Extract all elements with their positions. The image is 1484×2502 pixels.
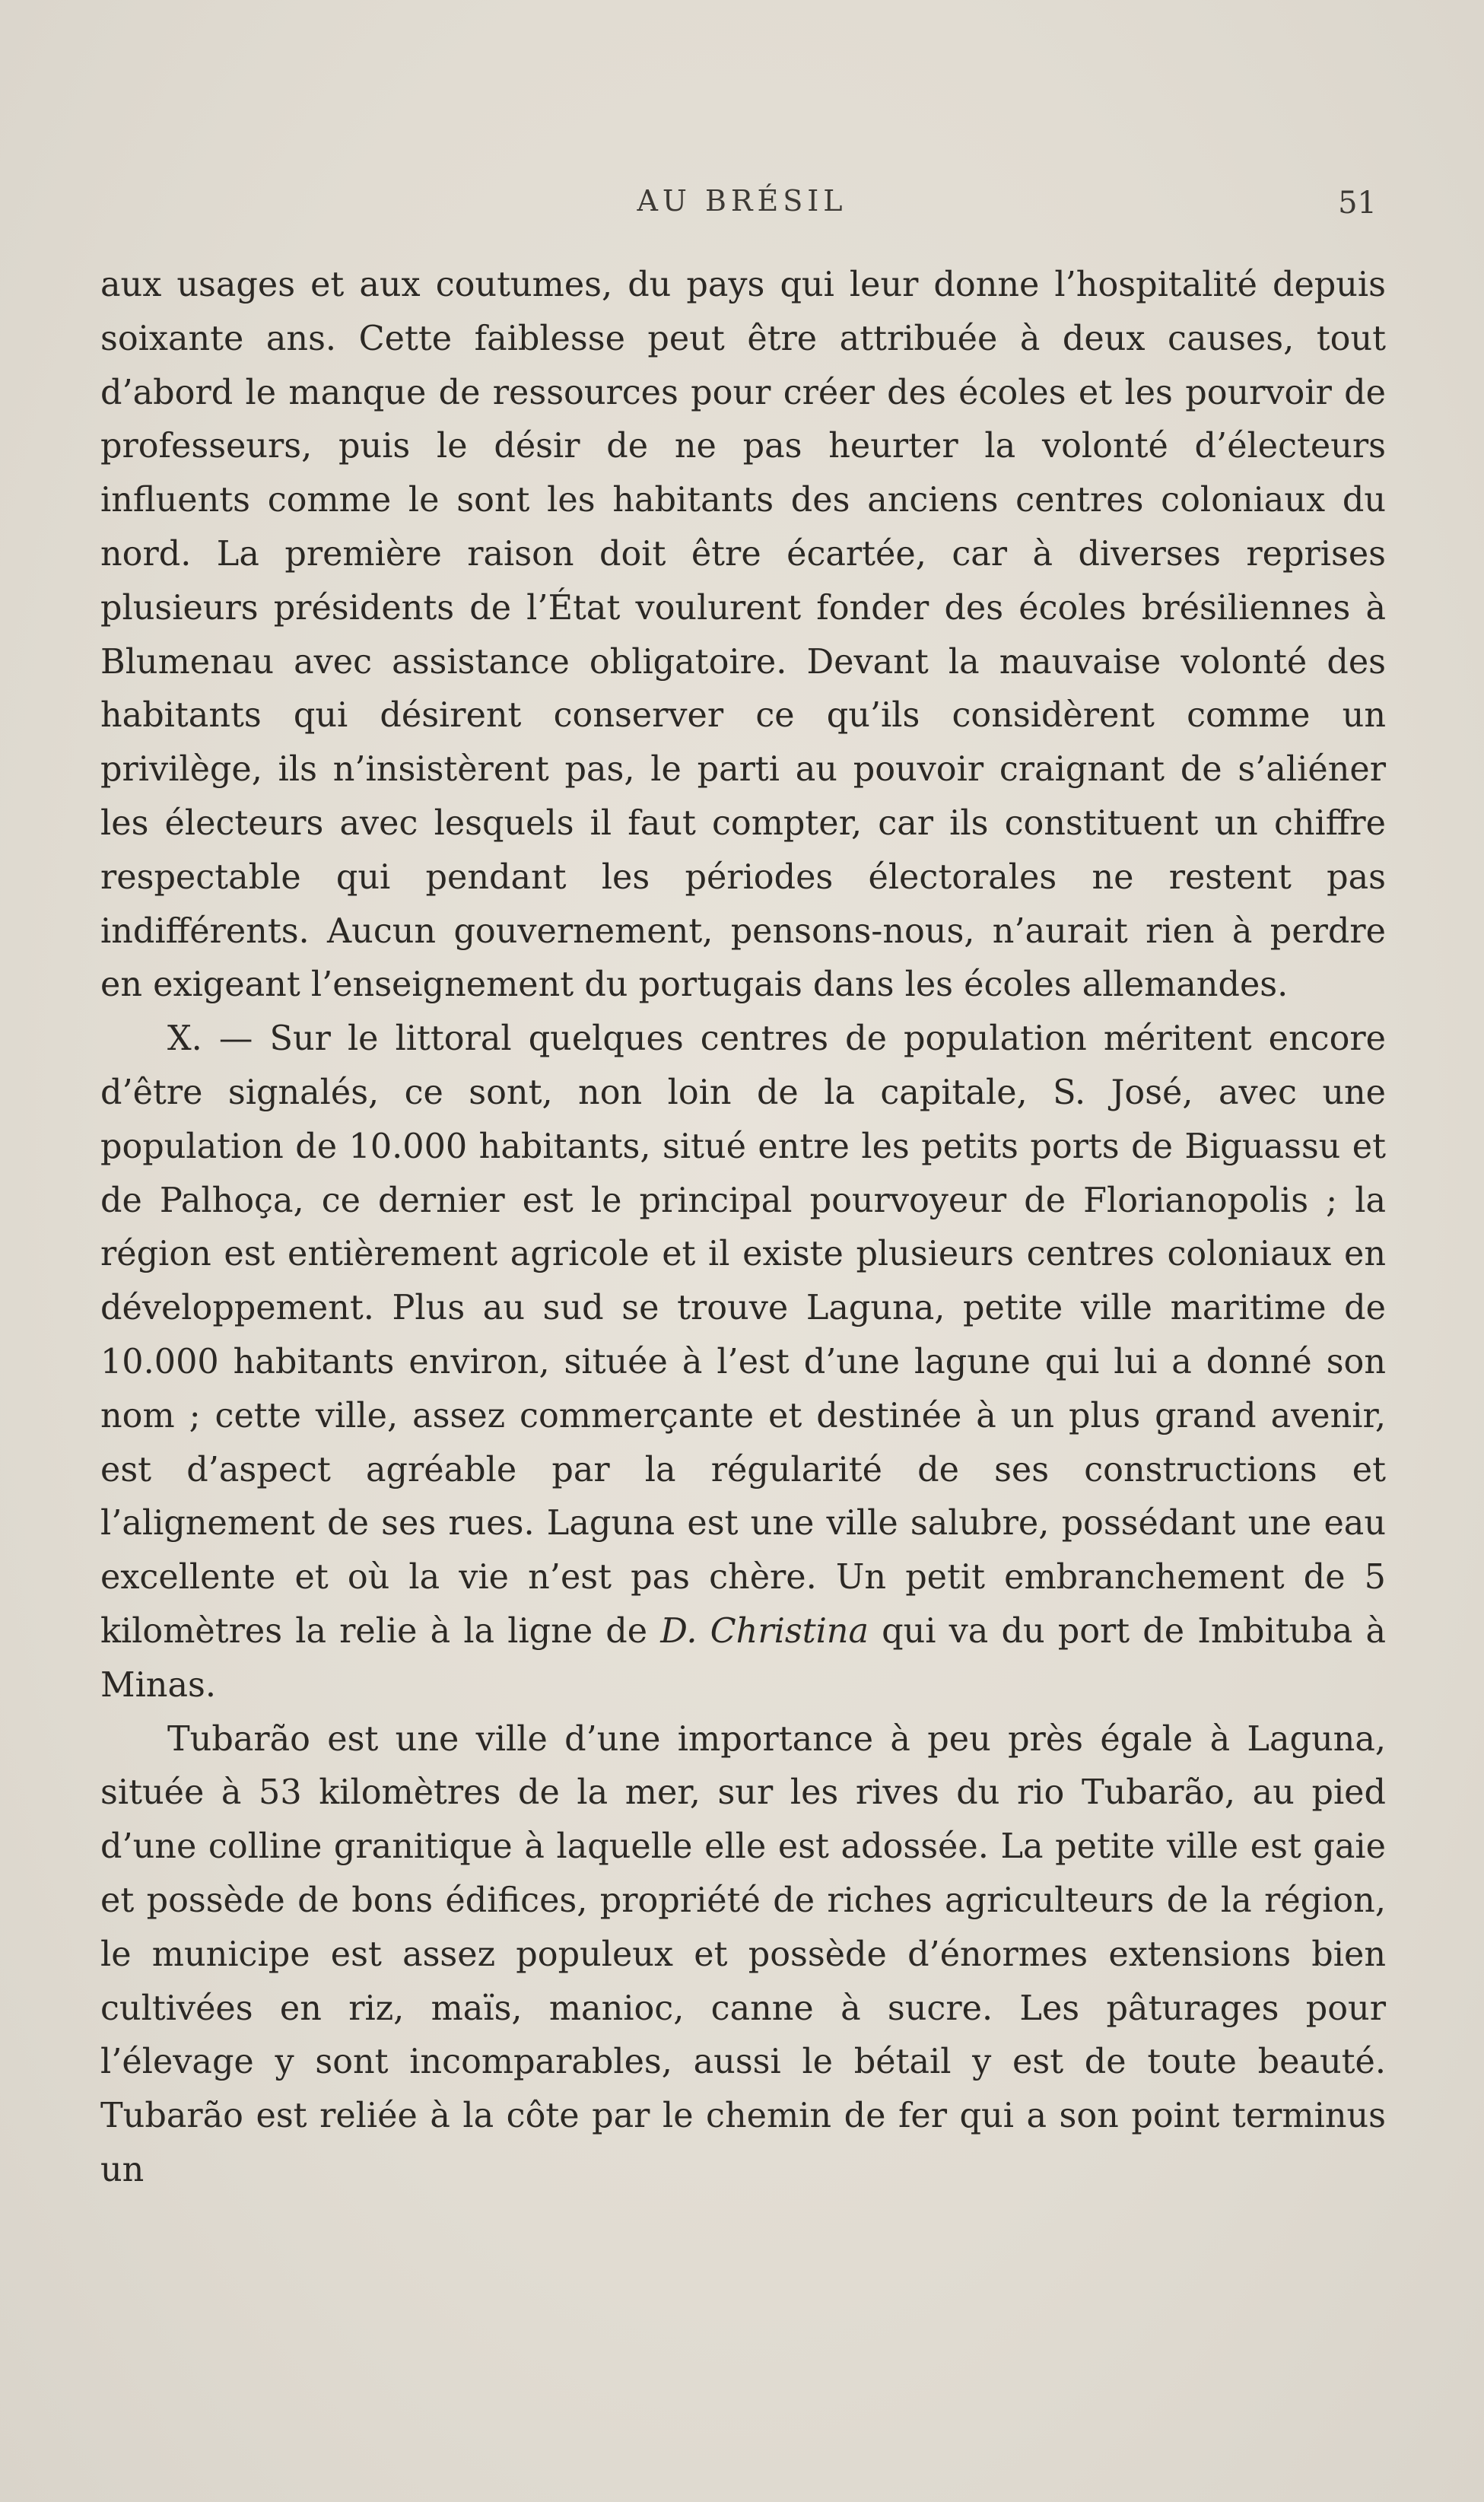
paragraph-littoral-text: X. — Sur le littoral quelques centres de population méritent encore d’être signalés, ce sont, non loin de la capitale, S. José, avec une population de 10.000 habitants, situé entre les petits ports de Biguassu et de Palhoça, ce dernier est le principal pourvoyeur de Florianopolis ; la région est entièrement agricole et il existe plusieurs centres coloniaux en développement. Plus au sud se trouve Laguna, petite ville maritime de 10.000 habitants environ, située à l’est d’une lagune qui lui a donné son nom ; cette ville, assez commerçante et destinée à un plus grand avenir, est d’aspect agréable par la régularité de ses constructions et l’alignement de ses rues. Laguna est une ville salubre, possédant une eau excellente et où la vie n’est pas chère. Un petit embranchement de 5 kilomètres la relie à la ligne de (100, 1019, 1386, 1651)
body-text (100, 259, 1386, 2198)
running-title: AU BRÉSIL (637, 184, 847, 218)
paragraph-education: aux usages et aux coutumes, du pays qui leur donne l’hospitalité depuis soixante ans. Cette faiblesse peut être attribuée à deux causes, tout d’abord le manque de ressources pour créer des écoles et les pourvoir de professeurs, puis le désir de ne pas heurter la volonté d’électeurs influents comme le sont les habitants des anciens centres coloniaux du nord. La première raison doit être écartée, car à diverses reprises plusieurs présidents de l’État voulurent fonder des écoles brésiliennes à Blumenau avec assistance obligatoire. Devant la mauvaise volonté des habitants qui désirent conserver ce qu’ils considèrent comme un privilège, ils n’insistèrent pas, le parti au pouvoir craignant de s’aliéner les électeurs avec lesquels il faut compter, car ils constituent un chiffre respectable qui pendant les périodes électorales ne restent pas indifférents. Aucun gouvernement, pensons-nous, n’aurait rien à perdre en exigeant l’enseignement du portugais dans les écoles allemandes. (100, 265, 1386, 1005)
running-head (0, 181, 1484, 227)
page-number: 51 (1338, 186, 1377, 221)
paragraph-littoral-end: qui va du port de Imbituba à Minas. (100, 1611, 1386, 1705)
paragraph-tubarao: Tubarão est une ville d’une importance à peu près égale à Laguna, située à 53 kilomètres de la mer, sur les rives du rio Tubarão, au pied d’une colline granitique à laquelle elle est adossée. La petite ville est gaie et possède de bons édifices, propriété de riches agriculteurs de la région, le municipe est assez populeux et possède d’énormes extensions bien cultivées en riz, maïs, manioc, canne à sucre. Les pâturages pour l’élevage y sont incomparables, aussi le bétail y est de toute beauté. Tubarão est reliée à la côte par le chemin de fer qui a son point terminus un (100, 1719, 1386, 2189)
paragraph-littoral (100, 1013, 1386, 1712)
railway-line-name: D. Christina (660, 1611, 869, 1651)
